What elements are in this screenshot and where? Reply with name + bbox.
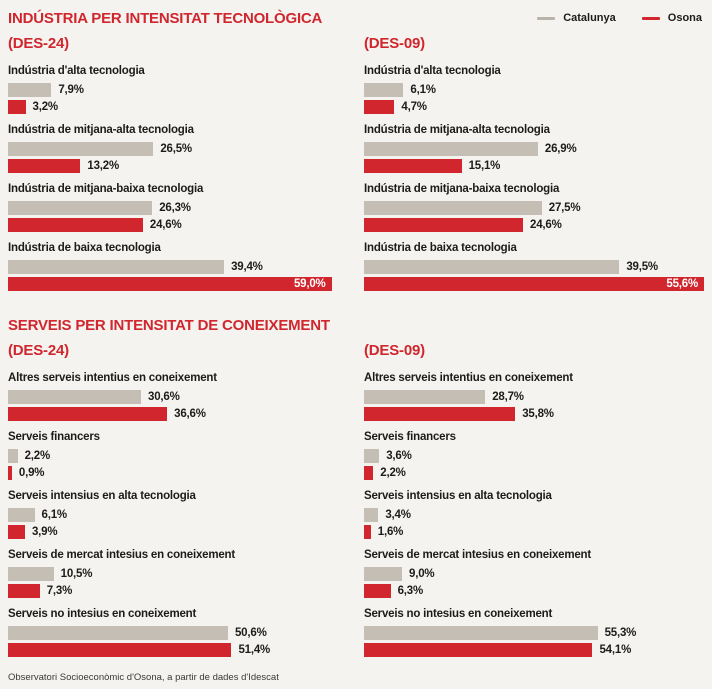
value-label: 6,3% <box>397 585 424 597</box>
category-label: Serveis intensius en alta tecnologia <box>8 490 196 502</box>
value-label: 51,4% <box>238 644 271 656</box>
value-label: 3,4% <box>385 509 411 521</box>
bar-row <box>8 390 348 404</box>
value-label: 55,3% <box>604 627 637 639</box>
category-label: Indústria d'alta tecnologia <box>364 65 501 77</box>
bar-row <box>364 449 704 463</box>
value-label: 35,8% <box>522 408 554 420</box>
value-label: 26,3% <box>159 202 191 214</box>
osona-bar <box>8 277 332 291</box>
value-label: 30,6% <box>148 391 180 403</box>
value-label: 1,6% <box>377 526 404 538</box>
value-label: 36,6% <box>174 408 206 420</box>
bar-row <box>8 626 348 640</box>
catalunya-bar <box>8 142 153 156</box>
value-label: 3,2% <box>32 101 58 113</box>
bar-row <box>364 390 704 404</box>
category-label: Serveis financers <box>364 431 456 443</box>
catalunya-bar <box>364 390 485 404</box>
osona-bar <box>364 159 462 173</box>
category-label: Indústria de mitjana-alta tecnologia <box>8 124 194 136</box>
category-label: Serveis de mercat intesius en coneixement <box>8 549 236 561</box>
value-label: 3,9% <box>31 526 58 538</box>
osona-bar <box>8 407 167 421</box>
bar-row <box>364 626 704 640</box>
category-label: Serveis de mercat intesius en coneixement <box>364 549 592 561</box>
value-label: 13,2% <box>87 160 119 172</box>
osona-bar <box>364 643 592 657</box>
osona-bar <box>364 525 371 539</box>
osona-bar <box>364 407 515 421</box>
osona-bar <box>364 466 373 480</box>
catalunya-bar <box>364 508 378 522</box>
bar-group <box>8 608 348 657</box>
value-label: 24,6% <box>530 219 562 231</box>
category-label: Indústria de mitjana-alta tecnologia <box>364 124 550 136</box>
bar-group <box>8 372 348 421</box>
bar-row <box>364 83 704 97</box>
bar-row <box>8 218 348 232</box>
category-label: Altres serveis intentius en coneixement <box>364 372 573 384</box>
osona-bar <box>364 218 523 232</box>
chart-industria-des09 <box>364 65 704 291</box>
bar-row <box>8 449 348 463</box>
value-label: 39,4% <box>231 261 263 273</box>
bar-row <box>364 466 704 480</box>
value-label: 15,1% <box>468 160 501 172</box>
value-label: 26,9% <box>544 143 577 155</box>
bar-row <box>364 525 704 539</box>
value-label: 6,1% <box>41 509 67 521</box>
category-label: Altres serveis intentius en coneixement <box>8 372 217 384</box>
chart-serveis-des09 <box>364 372 704 657</box>
value-label: 4,7% <box>401 101 427 113</box>
bar-row <box>8 260 348 274</box>
value-label: 2,2% <box>24 450 50 462</box>
bar-row <box>364 260 704 274</box>
subtitle-serveis-des24: (DES-24) <box>8 342 69 359</box>
catalunya-bar <box>364 260 619 274</box>
section-title-industria: INDÚSTRIA PER INTENSITAT TECNOLÒGICA <box>8 10 323 27</box>
osona-bar <box>8 584 40 598</box>
osona-bar <box>8 466 12 480</box>
bar-row <box>8 643 348 657</box>
industria-charts-row <box>8 27 704 301</box>
value-label: 10,5% <box>60 568 93 580</box>
value-label: 9,0% <box>409 568 435 580</box>
catalunya-bar <box>364 626 598 640</box>
osona-dash-icon <box>642 17 660 20</box>
bar-group <box>8 124 348 173</box>
subtitle-industria-des09: (DES-09) <box>364 35 425 52</box>
catalunya-bar <box>8 626 228 640</box>
bar-row <box>8 159 348 173</box>
bar-row <box>8 142 348 156</box>
value-label: 54,1% <box>599 644 632 656</box>
category-label: Serveis no intesius en coneixement <box>8 608 197 620</box>
bar-row <box>364 407 704 421</box>
source-note: Observatori Socioeconòmic d'Osona, a partir de dades d'Idescat <box>8 672 279 683</box>
industria-col-des09 <box>364 27 704 301</box>
bar-group <box>364 549 704 598</box>
bar-group <box>364 242 704 291</box>
bar-row <box>364 643 704 657</box>
value-label: 26,5% <box>160 143 192 155</box>
serveis-col-des24 <box>8 334 348 667</box>
osona-bar <box>364 584 391 598</box>
bar-row <box>364 142 704 156</box>
bar-group <box>8 183 348 232</box>
catalunya-bar <box>364 142 538 156</box>
category-label: Serveis no intesius en coneixement <box>364 608 553 620</box>
osona-bar <box>8 159 80 173</box>
value-label: 59,0% <box>293 278 326 290</box>
industria-col-des24 <box>8 27 348 301</box>
catalunya-bar <box>8 567 54 581</box>
catalunya-bar <box>364 83 403 97</box>
catalunya-bar <box>8 83 51 97</box>
value-label: 7,9% <box>58 84 84 96</box>
bar-group <box>8 65 348 114</box>
value-label: 50,6% <box>234 627 267 639</box>
section-title-serveis: SERVEIS PER INTENSITAT DE CONEIXEMENT <box>8 317 330 334</box>
category-label: Serveis intensius en alta tecnologia <box>364 490 552 502</box>
bar-group <box>364 65 704 114</box>
bar-row <box>8 83 348 97</box>
bar-row <box>364 218 704 232</box>
bar-row <box>364 100 704 114</box>
bar-group <box>8 549 348 598</box>
legend-item-catalunya <box>537 12 616 24</box>
chart-serveis-des24 <box>8 372 348 657</box>
value-label: 27,5% <box>548 202 581 214</box>
bar-row <box>364 584 704 598</box>
bar-group <box>8 431 348 480</box>
catalunya-dash-icon <box>537 17 555 20</box>
bar-row <box>8 508 348 522</box>
bar-group <box>8 242 348 291</box>
catalunya-bar <box>364 567 402 581</box>
catalunya-bar <box>8 508 35 522</box>
osona-bar <box>8 643 231 657</box>
category-label: Indústria de baixa tecnologia <box>364 242 517 254</box>
bar-row <box>364 508 704 522</box>
bar-row <box>8 567 348 581</box>
value-label: 28,7% <box>492 391 524 403</box>
bar-row <box>364 567 704 581</box>
category-label: Indústria d'alta tecnologia <box>8 65 145 77</box>
value-label: 7,3% <box>46 585 73 597</box>
osona-bar <box>8 525 25 539</box>
value-label: 55,6% <box>666 278 698 290</box>
value-label: 39,5% <box>626 261 658 273</box>
bar-row <box>8 584 348 598</box>
category-label: Indústria de baixa tecnologia <box>8 242 161 254</box>
value-label: 0,9% <box>18 467 45 479</box>
catalunya-bar <box>364 201 542 215</box>
category-label: Indústria de mitjana-baixa tecnologia <box>8 183 204 195</box>
serveis-col-des09 <box>364 334 704 667</box>
bar-group <box>364 124 704 173</box>
osona-bar <box>8 100 26 114</box>
legend <box>537 12 702 24</box>
catalunya-bar <box>8 201 152 215</box>
bar-row <box>8 525 348 539</box>
bar-row <box>364 159 704 173</box>
value-label: 2,2% <box>380 467 406 479</box>
bar-group <box>8 490 348 539</box>
subtitle-serveis-des09: (DES-09) <box>364 342 425 359</box>
category-label: Indústria de mitjana-baixa tecnologia <box>364 183 560 195</box>
bar-row <box>8 277 348 291</box>
bar-group <box>364 372 704 421</box>
value-label: 24,6% <box>149 219 182 231</box>
catalunya-bar <box>364 449 379 463</box>
chart-industria-des24 <box>8 65 348 291</box>
bar-group <box>364 490 704 539</box>
osona-bar <box>364 277 704 291</box>
bar-group <box>364 431 704 480</box>
osona-bar <box>364 100 394 114</box>
catalunya-bar <box>8 449 18 463</box>
catalunya-bar <box>8 260 224 274</box>
bar-row <box>8 407 348 421</box>
bar-row <box>8 466 348 480</box>
bar-row <box>364 201 704 215</box>
bar-row <box>8 100 348 114</box>
osona-bar <box>8 218 143 232</box>
page-header <box>8 10 704 27</box>
value-label: 3,6% <box>386 450 412 462</box>
subtitle-industria-des24: (DES-24) <box>8 35 69 52</box>
bar-row <box>8 201 348 215</box>
serveis-charts-row <box>8 334 704 667</box>
legend-label-osona: Osona <box>667 12 702 24</box>
bar-row <box>364 277 704 291</box>
legend-label-catalunya: Catalunya <box>563 12 616 24</box>
value-label: 6,1% <box>410 84 436 96</box>
bar-group <box>364 183 704 232</box>
bar-group <box>364 608 704 657</box>
legend-item-osona <box>642 12 702 24</box>
category-label: Serveis financers <box>8 431 100 443</box>
catalunya-bar <box>8 390 141 404</box>
